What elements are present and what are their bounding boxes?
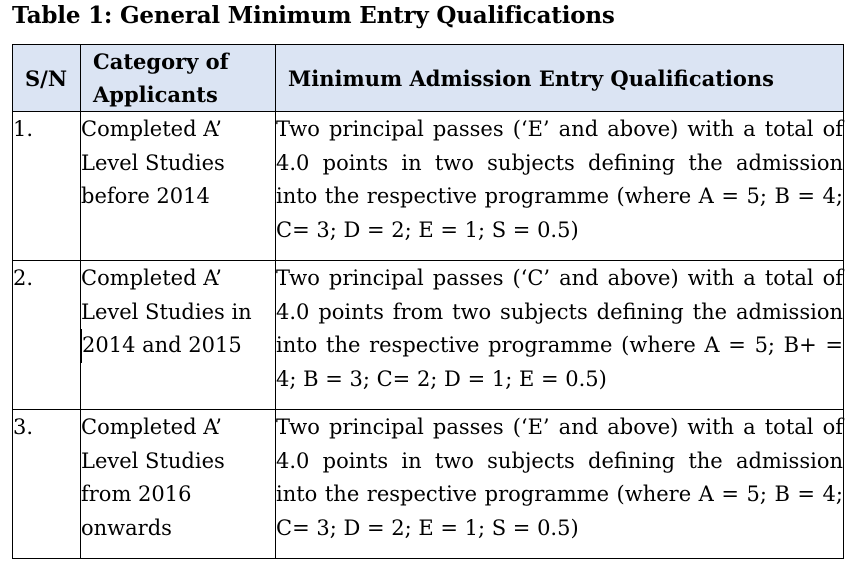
header-requirement-label: Minimum Admission Entry Qualifications xyxy=(288,65,774,91)
requirement-line: into the respective programme (where A = 5; B = 4; xyxy=(276,482,843,506)
header-requirement xyxy=(276,45,844,112)
requirement-line: 4.0 points in two subjects defining the admission xyxy=(276,150,843,175)
row-requirement xyxy=(276,112,844,261)
table-header-row xyxy=(13,45,844,112)
row-sn-label: 2. xyxy=(13,266,34,290)
row-sn xyxy=(13,410,81,559)
header-sn xyxy=(13,45,81,112)
category-line: Level Studies xyxy=(81,150,225,175)
requirement-line: Two principal passes (‘C’ and above) with a total of xyxy=(276,266,843,290)
requirement-line: into the respective programme (where A = 5; B = 4; xyxy=(276,184,843,208)
header-category-line2: Applicants xyxy=(93,82,218,107)
category-line: Level Studies in xyxy=(81,299,252,324)
requirement-line: 4.0 points from two subjects defining the admission xyxy=(276,299,843,324)
row-sn-label: 1. xyxy=(13,117,34,141)
row-category xyxy=(81,410,276,559)
requirement-line: 4.0 points in two subjects defining the admission xyxy=(276,448,843,473)
row-requirement xyxy=(276,261,844,410)
header-category-line1: Category of xyxy=(93,49,229,74)
row-sn xyxy=(13,261,81,410)
entry-qualifications-table xyxy=(12,44,844,559)
category-line: before 2014 xyxy=(81,184,210,208)
category-line: Completed A’ xyxy=(81,117,222,141)
requirement-line: C= 3; D = 2; E = 1; S = 0.5) xyxy=(276,515,579,540)
category-line: Completed A’ xyxy=(81,266,222,290)
table-row xyxy=(13,112,844,261)
table-caption: Table 1: General Minimum Entry Qualifications xyxy=(12,2,615,29)
table-row xyxy=(13,410,844,559)
category-line: onwards xyxy=(81,515,172,540)
category-line: Completed A’ xyxy=(81,415,222,439)
row-requirement xyxy=(276,410,844,559)
row-category xyxy=(81,261,276,410)
requirement-line: C= 3; D = 2; E = 1; S = 0.5) xyxy=(276,217,579,242)
requirement-line: Two principal passes (‘E’ and above) with a total of xyxy=(276,415,843,439)
row-category xyxy=(81,112,276,261)
category-line: Level Studies xyxy=(81,448,225,473)
category-line-with-text-cursor[interactable]: 2014 and 2015 xyxy=(81,329,275,363)
requirement-line: Two principal passes (‘E’ and above) with a total of xyxy=(276,117,843,141)
header-sn-label: S/N xyxy=(25,65,68,91)
requirement-line: into the respective programme (where A = 5; B+ = xyxy=(276,333,843,357)
row-sn xyxy=(13,112,81,261)
category-line: from 2016 xyxy=(81,482,192,506)
table-row xyxy=(13,261,844,410)
header-category xyxy=(81,45,276,112)
requirement-line: 4; B = 3; C= 2; D = 1; E = 0.5) xyxy=(276,366,607,391)
row-sn-label: 3. xyxy=(13,415,34,439)
